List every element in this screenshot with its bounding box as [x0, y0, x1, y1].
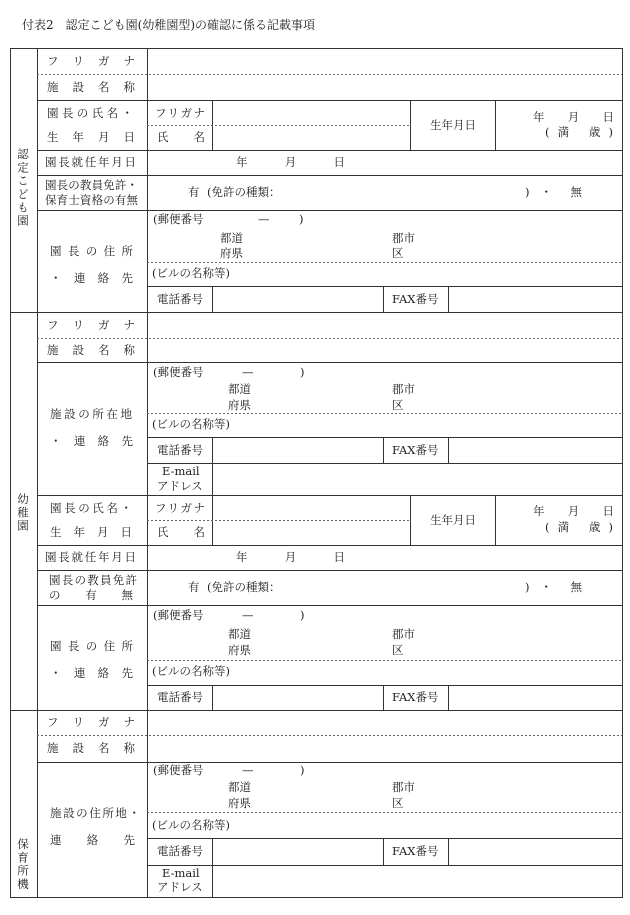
phone-label: 電話番号 [157, 292, 203, 306]
fax-label: FAX番号 [392, 443, 439, 457]
prefecture-label-bottom: 府県 [228, 643, 251, 657]
license-type-label: (免許の種類： [207, 185, 281, 199]
email-label-top: E-mail [162, 464, 200, 478]
license-label-line1: 園長の教員免許・ [45, 178, 138, 192]
postal-code-label: (郵便番号 [153, 763, 204, 777]
address-label-line2: ・ 連 絡 先 [50, 271, 133, 285]
birthdate-label: 生年月日 [430, 118, 476, 132]
building-name-label: (ビルの名称等) [152, 818, 230, 832]
furigana-label: フ リ ガ ナ [47, 54, 135, 68]
building-name-label: (ビルの名称等) [152, 417, 230, 431]
prefecture-label-top: 都道 [228, 780, 251, 794]
license-yes: 有 [188, 185, 200, 199]
facility-name-label: 施 設 名 称 [47, 343, 135, 357]
director-furigana-sublabel: フリガナ [155, 106, 205, 120]
location-label-line2: ・ 連 絡 先 [50, 434, 133, 448]
fax-label: FAX番号 [392, 844, 439, 858]
prefecture-label-bottom: 府県 [228, 796, 251, 810]
city-label-top: 郡市 [392, 627, 415, 641]
city-label-top: 郡市 [392, 382, 415, 396]
address-label-line1: 園長の住所 [50, 244, 133, 258]
address-label-line2: ・ 連 絡 先 [50, 666, 133, 680]
city-label-bottom: 区 [392, 398, 404, 412]
building-name-label: (ビルの名称等) [152, 664, 230, 678]
address-label-line1: 園長の住所 [50, 639, 133, 653]
city-label-bottom: 区 [392, 246, 404, 260]
postal-code-close: ) [299, 212, 304, 226]
director-name-sublabel: 氏 名 [157, 130, 205, 144]
birthdate-ymd: 年 月 日 [533, 504, 614, 518]
postal-code-dash: — [242, 763, 254, 777]
age-label: (満 歳) [545, 125, 613, 139]
prefecture-label-top: 都道 [228, 627, 251, 641]
appointed-date-label: 園長就任年月日 [45, 155, 136, 169]
city-label-top: 郡市 [392, 780, 415, 794]
prefecture-label-top: 都道 [228, 382, 251, 396]
phone-label: 電話番号 [157, 443, 203, 457]
license-label-line2: 保育士資格の有無 [45, 193, 138, 207]
director-birth-label: 生 年 月 日 [47, 130, 135, 144]
phone-label: 電話番号 [157, 690, 203, 704]
postal-code-dash: — [242, 365, 254, 379]
city-label-bottom: 区 [392, 796, 404, 810]
birthdate-label: 生年月日 [430, 513, 476, 527]
section-label-kindergarten: 幼稚園 [16, 493, 30, 533]
building-name-label: (ビルの名称等) [152, 266, 230, 280]
postal-code-close: ) [300, 365, 305, 379]
section-label-nursery: 保育所機 [16, 838, 30, 892]
postal-code-label: (郵便番号 [153, 365, 204, 379]
solid-rules [10, 48, 623, 898]
age-label: (満 歳) [545, 520, 613, 534]
director-birth-label: 生 年 月 日 [50, 525, 132, 539]
fax-label: FAX番号 [392, 292, 439, 306]
director-name-label: 園長の氏名・ [47, 106, 133, 120]
license-none: ) ・ 無 [525, 580, 582, 594]
fax-label: FAX番号 [392, 690, 439, 704]
license-label-line2: の 有 無 [49, 588, 133, 602]
postal-code-label: (郵便番号 [153, 212, 204, 226]
phone-label: 電話番号 [157, 844, 203, 858]
license-yes: 有 [188, 580, 200, 594]
license-none: ) ・ 無 [525, 185, 582, 199]
prefecture-label-bottom: 府県 [228, 398, 251, 412]
city-label-top: 郡市 [392, 231, 415, 245]
license-type-label: (免許の種類： [207, 580, 281, 594]
furigana-label: フ リ ガ ナ [47, 715, 135, 729]
appointed-date-label: 園長就任年月日 [45, 550, 136, 564]
postal-code-dash: — [242, 608, 254, 622]
email-label-top: E-mail [162, 866, 200, 880]
license-label-line1: 園長の教員免許 [49, 573, 137, 587]
facility-name-label: 施 設 名 称 [47, 741, 135, 755]
email-label-bottom: アドレス [157, 880, 203, 894]
postal-code-close: ) [300, 608, 305, 622]
appointed-date-ymd: 年 月 日 [236, 155, 345, 169]
birthdate-ymd: 年 月 日 [533, 110, 614, 124]
director-name-sublabel: 氏 名 [157, 525, 205, 539]
prefecture-label-top: 都道 [220, 231, 243, 245]
appointed-date-ymd: 年 月 日 [236, 550, 345, 564]
postal-code-dash: — [258, 212, 270, 226]
email-label-bottom: アドレス [157, 479, 203, 493]
location-label-line2: 連 絡 先 [50, 833, 135, 847]
section-label-kodomoen: 認定こども園 [16, 148, 30, 228]
postal-code-close: ) [300, 763, 305, 777]
prefecture-label-bottom: 府県 [220, 246, 243, 260]
location-label-line1: 施設の所在地 [50, 407, 132, 421]
location-label-line1: 施設の住所地・ [50, 806, 140, 820]
postal-code-label: (郵便番号 [153, 608, 204, 622]
document-title: 付表2 認定こども園(幼稚園型)の確認に係る記載事項 [22, 18, 316, 32]
director-name-label: 園長の氏名・ [50, 501, 132, 515]
furigana-label: フ リ ガ ナ [47, 318, 135, 332]
facility-name-label: 施 設 名 称 [47, 80, 135, 94]
director-furigana-sublabel: フリガナ [155, 501, 205, 515]
city-label-bottom: 区 [392, 643, 404, 657]
